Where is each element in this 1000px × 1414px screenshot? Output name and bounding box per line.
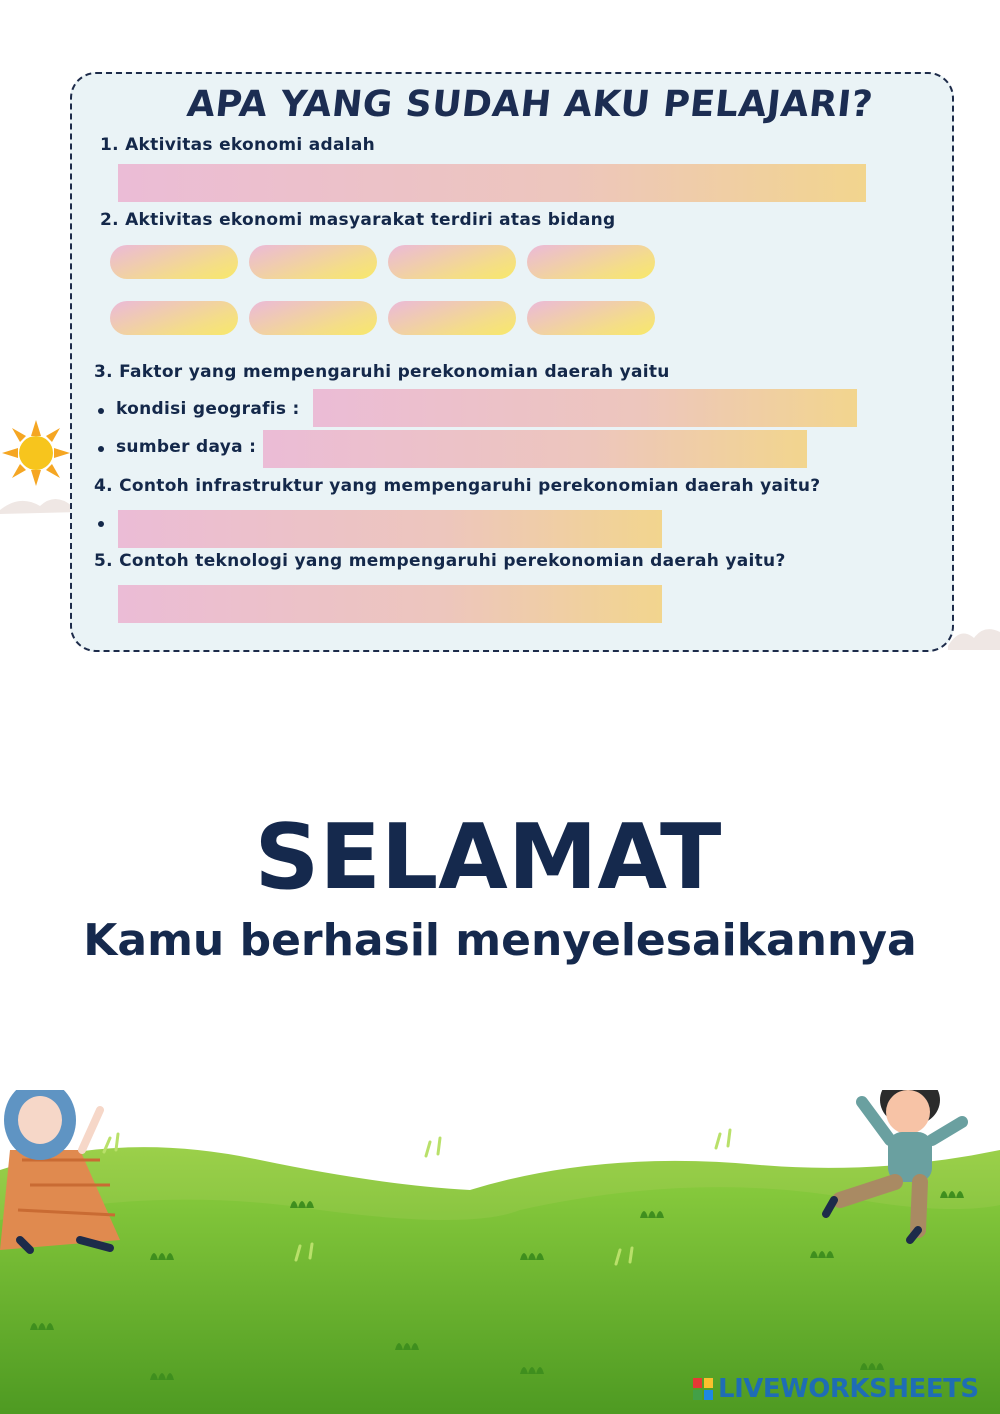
closing-subtitle: Kamu berhasil menyelesaikannya (83, 915, 917, 966)
answer-5-field[interactable] (118, 585, 662, 623)
cloud-left-icon (0, 488, 80, 518)
liveworksheets-logo-icon (693, 1378, 713, 1400)
answer-4-field[interactable] (118, 510, 662, 548)
answer-2-field-2[interactable] (249, 245, 377, 279)
question-3-item-geography: kondisi geografis : (116, 399, 300, 419)
question-3: 3. Faktor yang mempengaruhi perekonomian daerah yaitu (94, 362, 670, 382)
answer-2-field-8[interactable] (527, 301, 655, 335)
question-5: 5. Contoh teknologi yang mempengaruhi perekonomian daerah yaitu? (94, 551, 786, 571)
answer-2-field-6[interactable] (249, 301, 377, 335)
worksheet-title: APA YANG SUDAH AKU PELAJARI? (185, 84, 875, 125)
grass-landscape-illustration (0, 1090, 1000, 1414)
liveworksheets-brand: LIVEWORKSHEETS (718, 1374, 979, 1404)
answer-3-resources-field[interactable] (263, 430, 807, 468)
answer-2-field-7[interactable] (388, 301, 516, 335)
answer-3-geography-field[interactable] (313, 389, 857, 427)
answer-2-field-3[interactable] (388, 245, 516, 279)
bullet-icon (98, 446, 104, 452)
answer-2-field-1[interactable] (110, 245, 238, 279)
question-2: 2. Aktivitas ekonomi masyarakat terdiri atas bidang (100, 210, 616, 230)
question-3-item-resources: sumber daya : (116, 437, 257, 457)
sun-icon (0, 418, 80, 488)
bullet-icon (98, 408, 104, 414)
question-1: 1. Aktivitas ekonomi adalah (100, 135, 376, 155)
answer-2-field-5[interactable] (110, 301, 238, 335)
answer-1-field[interactable] (118, 164, 866, 202)
question-4: 4. Contoh infrastruktur yang mempengaruhi perekonomian daerah yaitu? (94, 476, 821, 496)
bullet-icon (98, 521, 104, 527)
answer-2-field-4[interactable] (527, 245, 655, 279)
closing-title: SELAMAT (254, 805, 722, 910)
